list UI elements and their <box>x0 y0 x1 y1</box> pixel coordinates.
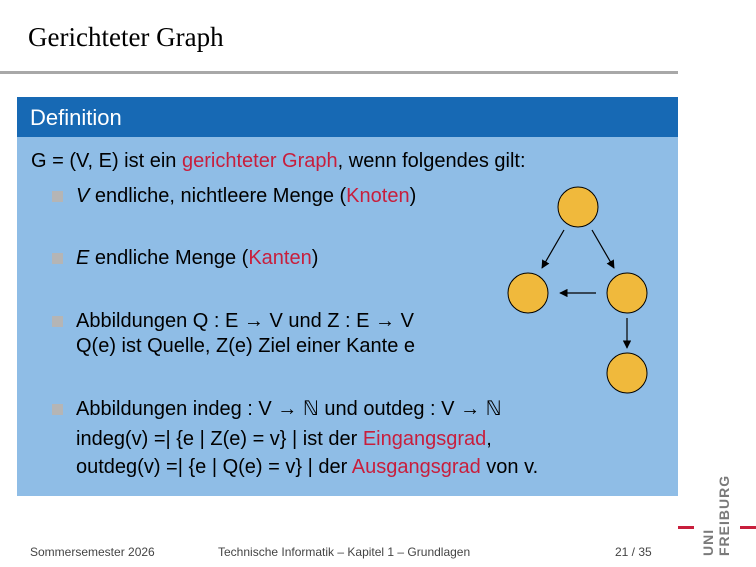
edge-top-left <box>542 230 564 268</box>
edge-top-right <box>592 230 614 268</box>
graph-node-right <box>607 273 647 313</box>
degree-line-1: Abbildungen indeg : V → ℕ und outdeg : V → ℕ <box>76 398 502 420</box>
item-nodes-text: endliche, nichtleere Menge ( <box>89 185 347 207</box>
footer-page-number: 21 / 35 <box>615 545 652 559</box>
item-edges-var: E <box>76 247 90 269</box>
indeg-def: indeg(v) =| {e | Z(e) = v} | ist der <box>76 428 363 450</box>
logo-text <box>700 475 732 556</box>
graph-node-bottom <box>607 353 647 393</box>
outdeg-def: outdeg(v) =| {e | Q(e) = v} | der <box>76 456 352 478</box>
graph-node-top <box>558 187 598 227</box>
logo-accent-left <box>678 526 694 529</box>
indeg-post: , <box>486 428 492 450</box>
footer-course: Technische Informatik – Kapitel 1 – Grundlagen <box>218 545 471 559</box>
mapping-line-2: Q(e) ist Quelle, Z(e) Ziel einer Kante e <box>76 335 416 357</box>
item-nodes-var: V <box>76 185 90 207</box>
item-edges-close: ) <box>311 247 319 269</box>
indeg-highlight: Eingangsgrad <box>362 428 487 450</box>
item-edges-highlight: Kanten <box>248 247 312 269</box>
outdeg-highlight: Ausgangsgrad <box>351 456 481 478</box>
item-edges-text: endliche Menge ( <box>89 247 249 269</box>
item-nodes-close: ) <box>409 185 417 207</box>
graph-node-left <box>508 273 548 313</box>
intro-highlight: gerichteter Graph <box>182 150 338 172</box>
logo-accent-right <box>740 526 756 529</box>
definition-title: Definition <box>30 105 122 130</box>
footer-semester: Sommersemester 2026 <box>30 545 155 559</box>
logo-wordmark: UNI FREIBURG <box>700 474 732 556</box>
item-nodes-highlight: Knoten <box>346 185 410 207</box>
intro-pre: G = (V, E) ist ein <box>31 150 182 172</box>
mapping-line-1: Abbildungen Q : E → V und Z : E → V <box>76 310 414 332</box>
outdeg-post: von v. <box>480 456 539 478</box>
intro-post: , wenn folgendes gilt: <box>337 150 526 172</box>
slide-title: Gerichteter Graph <box>28 22 224 52</box>
